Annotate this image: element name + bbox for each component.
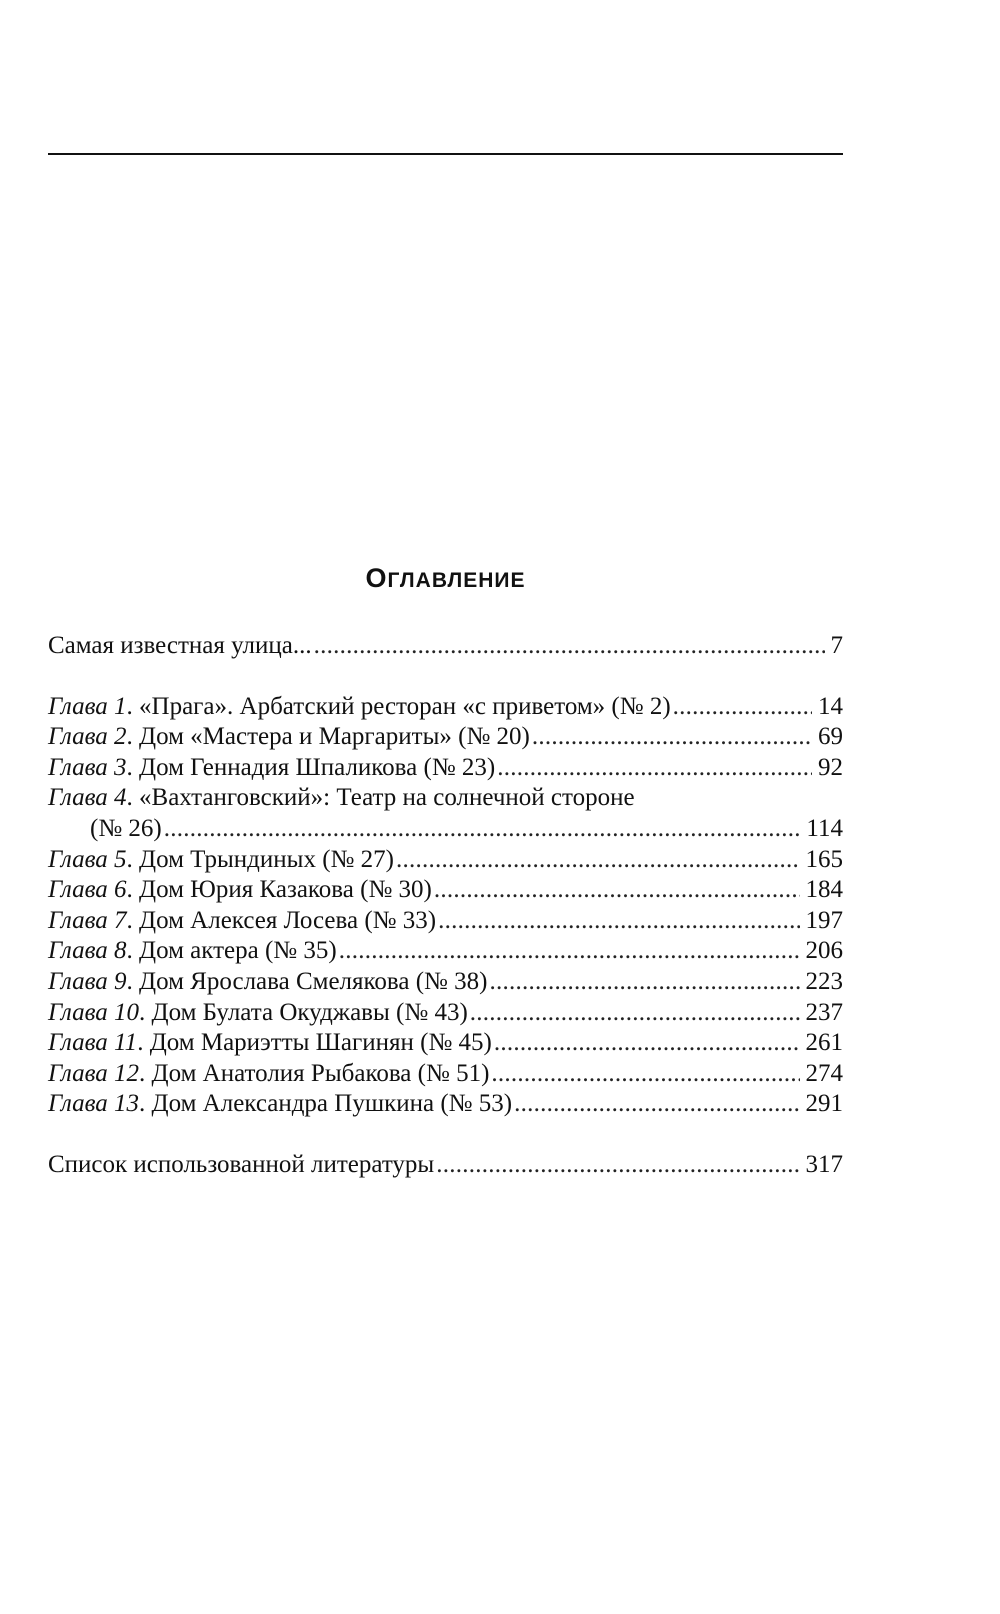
toc-entry-chapter-10[interactable] [48, 998, 843, 1029]
top-rule [48, 153, 843, 155]
toc-entry-chapter-2[interactable] [48, 722, 843, 753]
toc-entry-chapter-4-first-line[interactable]: Глава 4. «Вахтанговский»: Театр на солнечной стороне [48, 784, 635, 812]
chapter-text: «Вахтанговский»: Театр на солнечной стороне [139, 784, 635, 812]
chapter-label: Глава 10 [48, 998, 140, 1026]
toc-entry-title: Самая известная улица... [48, 632, 312, 659]
chapter-text: Дом Трындиных (№ 27) [139, 845, 394, 873]
dot-leader [436, 1150, 799, 1181]
toc-entry-chapter-11[interactable] [48, 1028, 843, 1059]
chapter-label: Глава 3 [48, 753, 127, 781]
toc-entry-title: Глава 13. Дом Александра Пушкина (№ 53) [48, 1090, 513, 1118]
chapter-text: Дом Юрия Казакова (№ 30) [139, 876, 432, 904]
toc-entry-chapter-12[interactable] [48, 1059, 843, 1090]
toc-entry-page: 223 [805, 967, 843, 995]
toc-entry-bibliography[interactable] [48, 1150, 843, 1181]
chapter-text: Дом Ярослава Смелякова (№ 38) [139, 967, 488, 995]
toc-entry-title: Глава 1. «Прага». Арбатский ресторан «с приветом» (№ 2) [48, 692, 671, 720]
table-of-contents [48, 631, 843, 1181]
chapter-label: Глава 11 [48, 1029, 138, 1057]
chapter-text: Дом Александра Пушкина (№ 53) [151, 1090, 513, 1118]
toc-entry-chapter-5[interactable] [48, 845, 843, 876]
chapter-text: Дом Геннадия Шпаликова (№ 23) [139, 753, 496, 781]
toc-entry-title: Глава 2. Дом «Мастера и Маргариты» (№ 20) [48, 723, 530, 751]
toc-entry-title: Глава 5. Дом Трындиных (№ 27) [48, 845, 394, 873]
toc-entry-page: 261 [805, 1029, 843, 1057]
toc-entry-page: 274 [805, 1059, 843, 1087]
toc-entry-page: 237 [805, 998, 843, 1026]
toc-entry-page: 197 [805, 906, 843, 934]
toc-entry-chapter-4[interactable] [48, 814, 843, 845]
chapter-label: Глава 1 [48, 692, 127, 720]
chapter-label: Глава 12 [48, 1059, 140, 1087]
chapter-text: Дом Булата Окуджавы (№ 43) [151, 998, 468, 1026]
toc-entry-title: Глава 11. Дом Мариэтты Шагинян (№ 45) [48, 1029, 492, 1057]
chapter-label: Глава 8 [48, 937, 127, 965]
chapter-label: Глава 2 [48, 723, 127, 751]
toc-entry-chapter-6[interactable] [48, 875, 843, 906]
chapter-text: Дом Алексея Лосева (№ 33) [139, 906, 437, 934]
section-gap [48, 1120, 843, 1150]
dot-leader [673, 692, 812, 723]
toc-entry-title: Глава 10. Дом Булата Окуджавы (№ 43) [48, 998, 468, 1026]
chapter-text: «Прага». Арбатский ресторан «с приветом» (№ 2) [139, 692, 671, 720]
toc-entry-title: Глава 3. Дом Геннадия Шпаликова (№ 23) [48, 753, 496, 781]
dot-leader [438, 906, 799, 937]
dot-leader [491, 1059, 799, 1090]
toc-entry-page: 7 [830, 632, 843, 659]
toc-entry-page: 14 [818, 692, 843, 720]
dot-leader [497, 753, 812, 784]
chapter-text: Дом Мариэтты Шагинян (№ 45) [149, 1029, 492, 1057]
dot-leader [164, 814, 801, 845]
toc-entry-intro[interactable] [48, 631, 843, 662]
dot-leader [470, 998, 800, 1029]
toc-entry-chapter-1[interactable] [48, 692, 843, 723]
dot-leader [494, 1028, 800, 1059]
dot-leader [396, 845, 800, 876]
toc-entry-title: Глава 7. Дом Алексея Лосева (№ 33) [48, 906, 437, 934]
toc-heading-rest: ГЛАВЛЕНИЕ [387, 569, 526, 592]
toc-entry-page: 206 [805, 937, 843, 965]
toc-entry-page: 92 [818, 753, 843, 781]
toc-entry-page: 184 [805, 876, 843, 904]
toc-entry-chapter-9[interactable] [48, 967, 843, 998]
toc-entry-page: 69 [818, 723, 843, 751]
toc-entry-title: Глава 9. Дом Ярослава Смелякова (№ 38) [48, 967, 488, 995]
toc-entry-title: Список использованной литературы [48, 1150, 435, 1178]
section-gap [48, 662, 843, 692]
dot-leader [339, 936, 800, 967]
toc-entry-chapter-7[interactable] [48, 906, 843, 937]
toc-entry-title: Глава 8. Дом актера (№ 35) [48, 937, 337, 965]
chapter-text: Дом Анатолия Рыбакова (№ 51) [151, 1059, 490, 1087]
chapter-label: Глава 13 [48, 1090, 140, 1118]
dot-leader [314, 631, 825, 662]
chapter-text: Дом актера (№ 35) [139, 937, 337, 965]
chapter-label: Глава 6 [48, 876, 127, 904]
chapter-label: Глава 4 [48, 784, 127, 812]
dot-leader [489, 967, 799, 998]
dot-leader [514, 1089, 799, 1120]
toc-entry-page: 291 [805, 1090, 843, 1118]
toc-entry-chapter-13[interactable] [48, 1089, 843, 1120]
chapter-text-continuation: (№ 26) [90, 814, 162, 842]
dot-leader [434, 875, 800, 906]
toc-entry-title: Глава 6. Дом Юрия Казакова (№ 30) [48, 876, 432, 904]
chapter-text: Дом «Мастера и Маргариты» (№ 20) [139, 723, 530, 751]
toc-entry-chapter-8[interactable] [48, 936, 843, 967]
toc-entry-page: 317 [805, 1150, 843, 1178]
chapter-label: Глава 9 [48, 967, 127, 995]
chapter-label: Глава 7 [48, 906, 127, 934]
chapter-label: Глава 5 [48, 845, 127, 873]
toc-entry-page: 165 [805, 845, 843, 873]
toc-heading [48, 563, 843, 596]
toc-entry-chapter-3[interactable] [48, 753, 843, 784]
dot-leader [532, 722, 812, 753]
toc-heading-cap: О [365, 563, 388, 593]
toc-entry-title: Глава 12. Дом Анатолия Рыбакова (№ 51) [48, 1059, 490, 1087]
toc-entry-page: 114 [806, 814, 843, 842]
